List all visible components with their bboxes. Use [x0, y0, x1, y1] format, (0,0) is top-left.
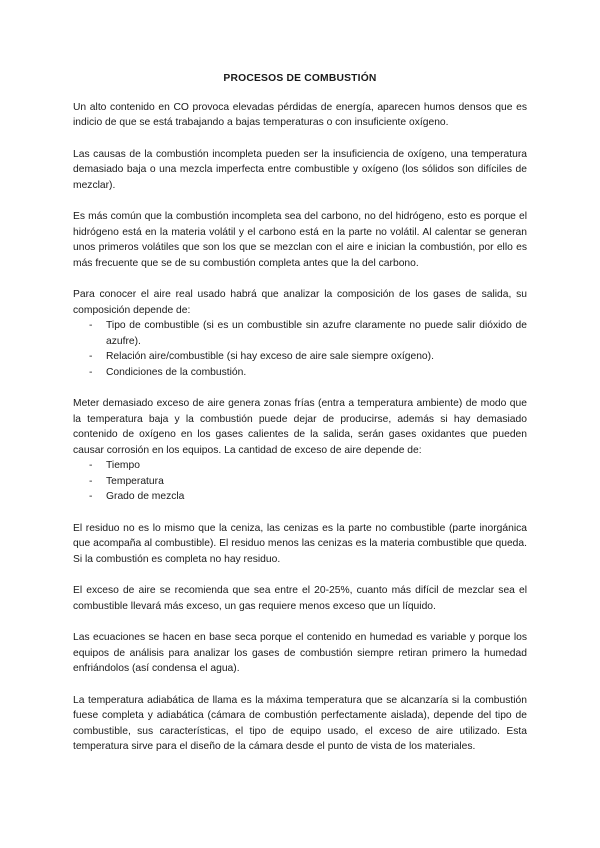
list-item [73, 318, 527, 349]
excess-air-factors-list [73, 458, 527, 505]
paragraph-recommended-excess-air: El exceso de aire se recomienda que sea entre el 20-25%, cuanto más difícil de mezclar sea el combustible llevará más exceso, un gas requiere menos exceso que un líquido. [73, 585, 527, 612]
paragraph-excess-air-intro: Meter demasiado exceso de aire genera zonas frías (entra a temperatura ambiente) de modo que la temperatura baja y la combustión puede dejar de producirse, además si hay demasiado contenido de oxígeno en los gases calientes de la salida, serán gases oxidantes que pueden causar corrosión en los equipos. La cantidad de exceso de aire depende de: [73, 398, 527, 456]
list-item [73, 349, 527, 365]
paragraph-co-content: Un alto contenido en CO provoca elevadas pérdidas de energía, aparecen humos densos que es indicio de que se está trabajando a bajas temperaturas o con insuficiente oxígeno. [73, 101, 527, 128]
paragraph-residue-vs-ash: El residuo no es lo mismo que la ceniza, las cenizas es la parte no combustible (parte inorgánica que acompaña al combustible). El residuo menos las cenizas es la materia combustible que queda. Si la combustión es completa no hay residuo. [73, 522, 527, 565]
paragraph-incomplete-combustion-causes: Las causas de la combustión incompleta pueden ser la insuficiencia de oxígeno, una temperatura demasiado baja o una mezcla imperfecta entre combustible y oxígeno (los sólidos son difíciles de mezclar). [73, 148, 527, 191]
list-item-text: Grado de mezcla [106, 491, 185, 502]
document-page [73, 71, 527, 771]
bullet-marker: - [89, 320, 93, 331]
bullet-marker: - [89, 475, 93, 487]
paragraph-carbon-vs-hydrogen: Es más común que la combustión incompleta sea del carbono, no del hidrógeno, esto es porque el hidrógeno está en la materia volátil y el carbono está en la parte no volátil. Al calentar se generan unos primeros volátiles que son los que se mezclan con el aire e inician la combustión, por ello es más frecuente que se de su combustión completa antes que la del carbono. [73, 211, 527, 269]
document-title: PROCESOS DE COMBUSTIÓN [223, 73, 377, 84]
list-item-text: Tipo de combustible (si es un combustible sin azufre claramente no puede salir dióxido de azufre). [106, 320, 527, 347]
bullet-marker: - [89, 366, 93, 378]
list-item [73, 458, 527, 474]
list-item-text: Condiciones de la combustión. [106, 366, 247, 378]
list-item-text: Tiempo [106, 460, 140, 471]
paragraph-gas-composition-intro: Para conocer el aire real usado habrá que analizar la composición de los gases de salida, su composición depende de: [73, 289, 527, 316]
bullet-marker: - [89, 460, 93, 471]
list-item [73, 365, 527, 381]
paragraph-dry-basis: Las ecuaciones se hacen en base seca porque el contenido en humedad es variable y porque los equipos de análisis para analizar los gases de combustión siempre retiran primero la humedad enfriándolos (así condensa el agua). [73, 632, 527, 674]
bullet-marker: - [89, 351, 93, 362]
list-item-text: Temperatura [106, 475, 164, 487]
list-item [73, 474, 527, 490]
gas-composition-list [73, 318, 527, 380]
list-item [73, 489, 527, 505]
list-item-text: Relación aire/combustible (si hay exceso de aire sale siempre oxígeno). [106, 351, 434, 362]
bullet-marker: - [89, 491, 93, 502]
paragraph-adiabatic-flame-temperature: La temperatura adiabática de llama es la máxima temperatura que se alcanzaría si la combustión fuese completa y adiabática (cámara de combustión perfectamente aislada), depende del tipo de combustible, sus características, el tipo de equipo usado, el exceso de aire utilizado. Esta temperatura sirve para el diseño de la cámara desde el punto de vista de los materiales. [73, 694, 527, 752]
